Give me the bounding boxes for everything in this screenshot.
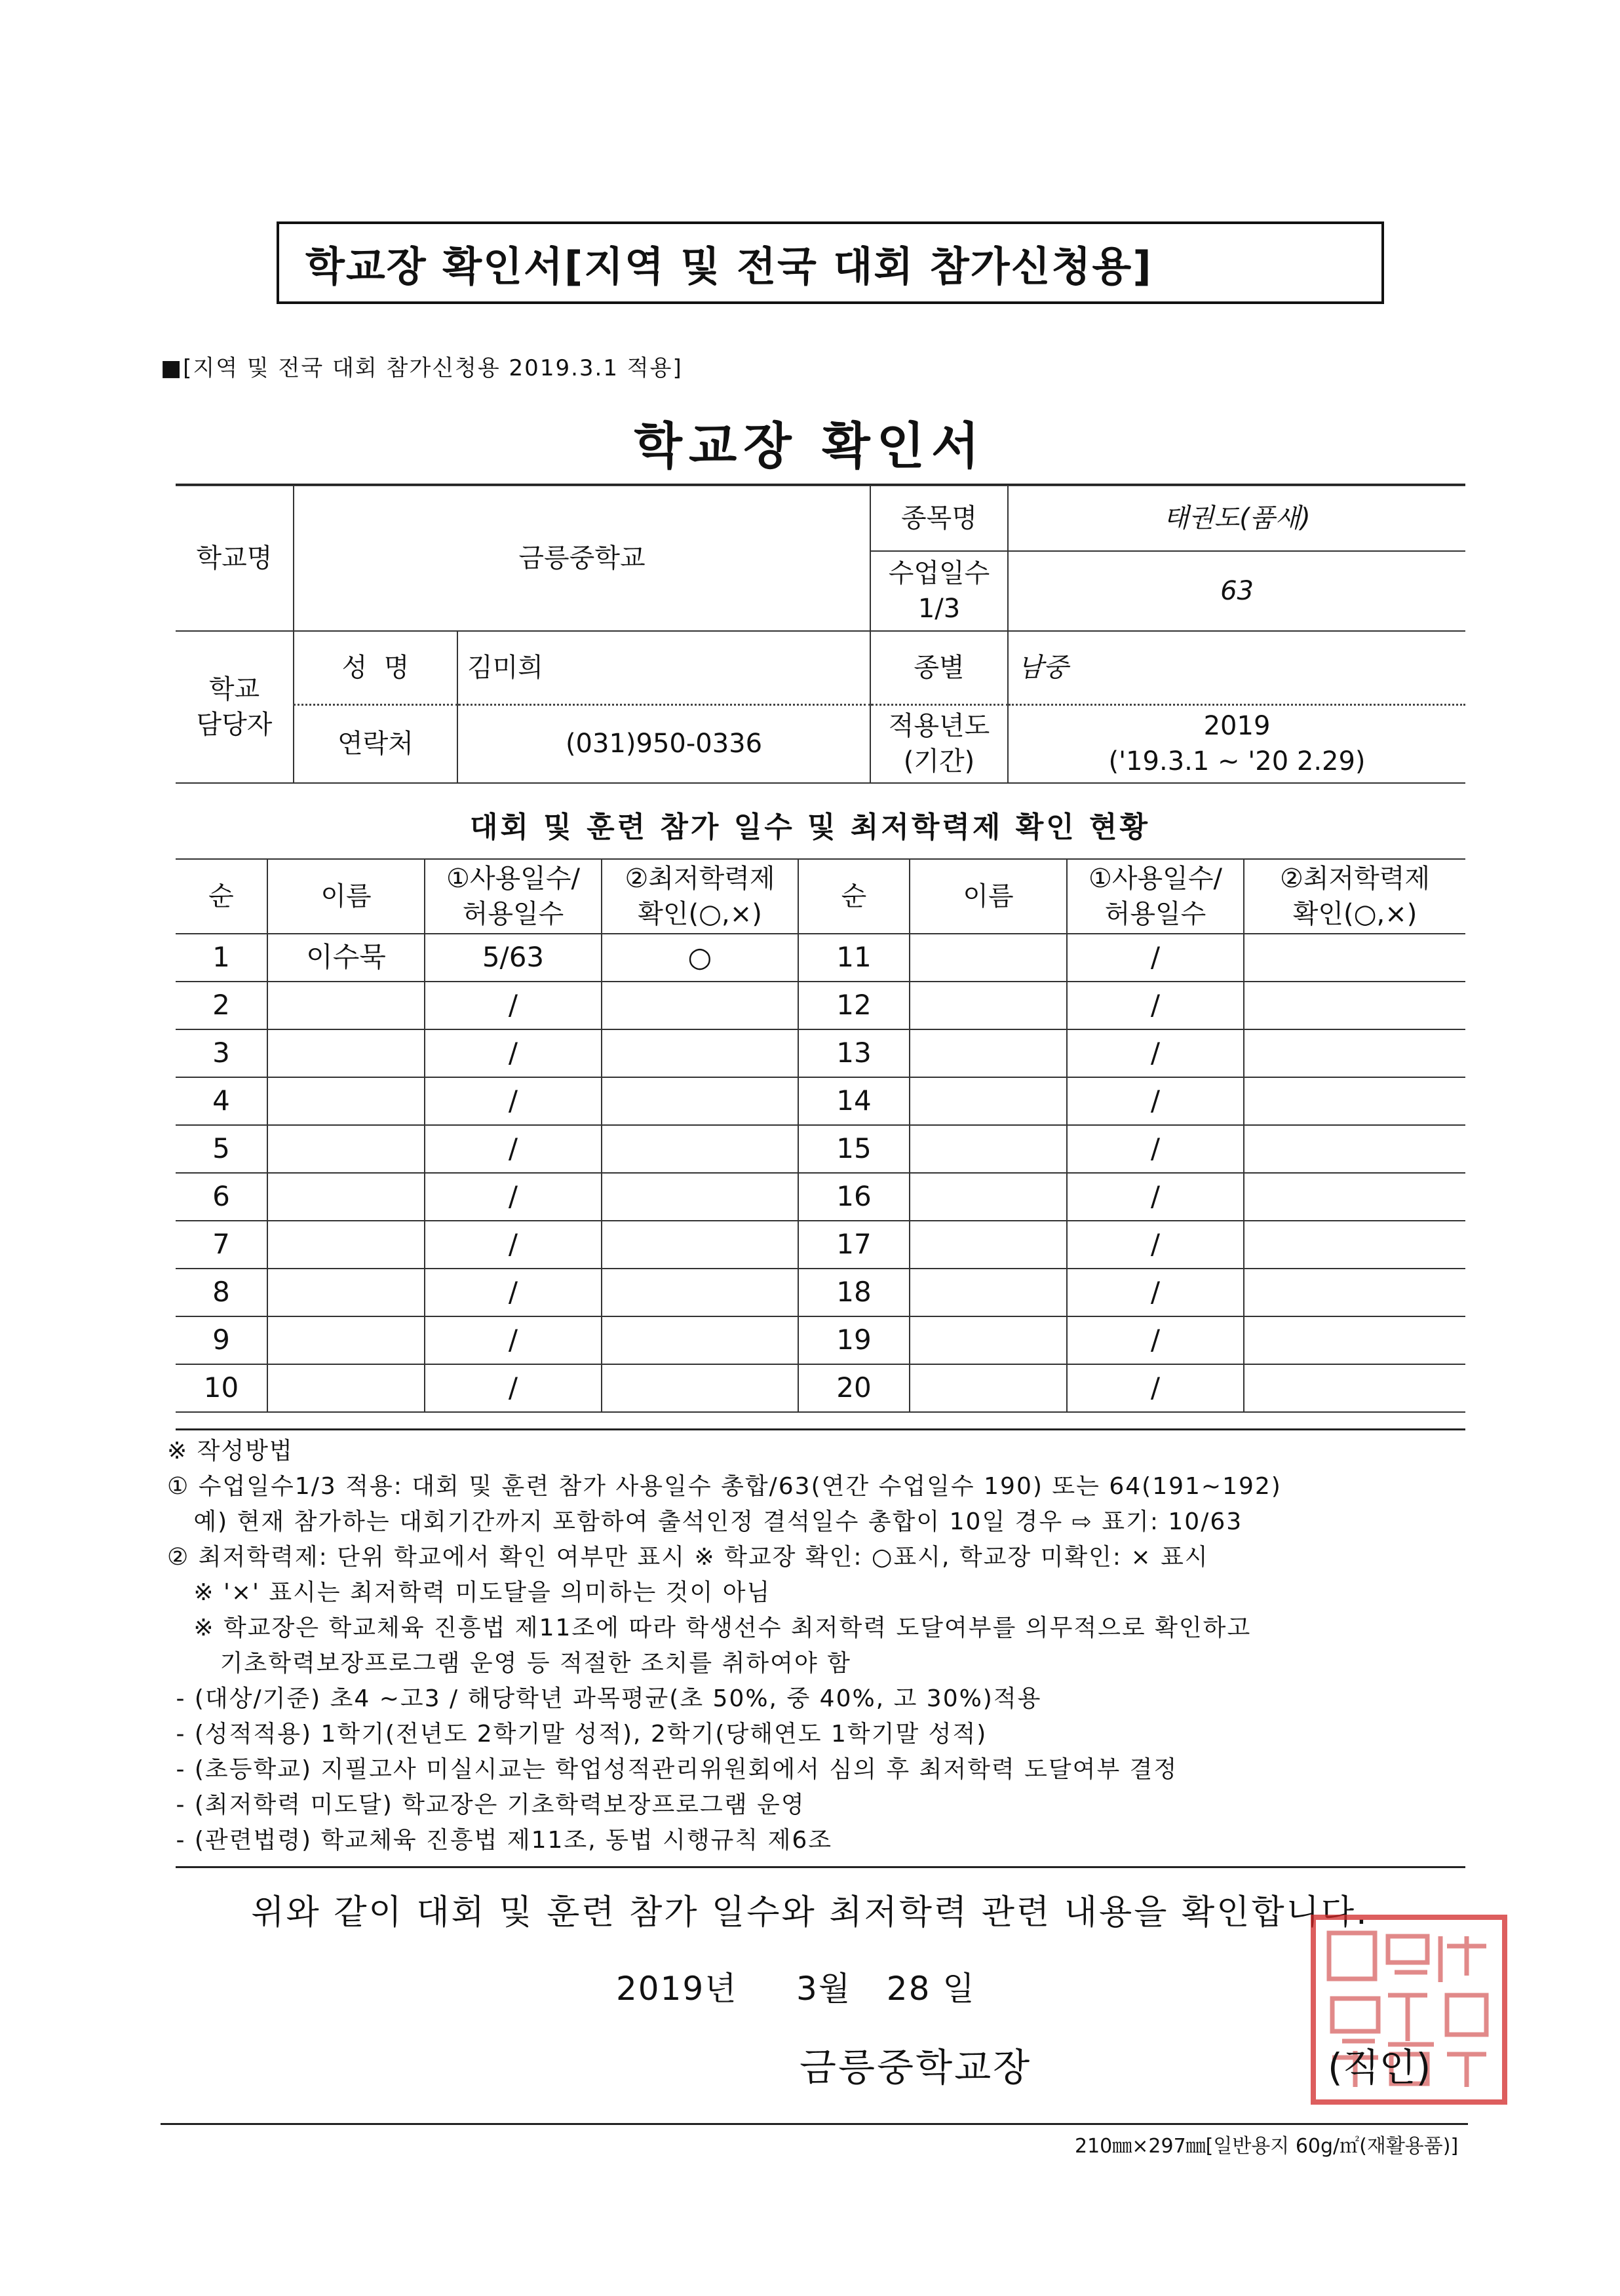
sport-value: 태권도(품새)	[1008, 486, 1465, 551]
cell-check	[602, 1269, 798, 1316]
cell-check-right	[1244, 934, 1465, 982]
contact-label-line1: 학교	[208, 674, 260, 704]
note-line: ※ '×' 표시는 최저학력 미도달을 의미하는 것이 아님	[167, 1579, 771, 1606]
cell-name	[267, 982, 425, 1029]
contact-label-line2: 담당자	[196, 710, 273, 740]
cell-days: /	[425, 1364, 602, 1412]
header-check-right	[1244, 859, 1465, 934]
year-label-line2: (기간)	[903, 746, 975, 777]
issue-date: 2019년 3월 28 일	[616, 1970, 976, 2008]
table-row	[176, 1221, 1465, 1269]
cell-no-right: 15	[798, 1125, 910, 1173]
cell-days: /	[425, 1077, 602, 1125]
table-row	[176, 934, 1465, 982]
contact-label	[176, 631, 294, 783]
cell-days-right: /	[1067, 1173, 1244, 1221]
footer-rule	[161, 2123, 1468, 2125]
cell-name-right	[910, 1364, 1067, 1412]
cell-name-right	[910, 1029, 1067, 1077]
cell-name	[267, 1269, 425, 1316]
note-line: ① 수업일수1/3 적용: 대회 및 훈련 참가 사용일수 총합/63(연간 수업일수 190) 또는 64(191~192)	[167, 1473, 1282, 1500]
cell-no-right: 17	[798, 1221, 910, 1269]
cell-check	[602, 1077, 798, 1125]
cell-days: /	[425, 1173, 602, 1221]
cell-check	[602, 1364, 798, 1412]
cell-check-right	[1244, 1173, 1465, 1221]
participation-table	[176, 858, 1465, 1413]
cell-name	[267, 1316, 425, 1364]
name-value: 김미희	[457, 631, 870, 704]
cell-days-right: /	[1067, 1221, 1244, 1269]
cell-check	[602, 1029, 798, 1077]
cell-no-right: 20	[798, 1364, 910, 1412]
table-header-row	[176, 859, 1465, 934]
note-line: ※ 작성방법	[167, 1438, 294, 1464]
cell-name-right	[910, 1316, 1067, 1364]
header-name: 이름	[267, 859, 425, 934]
cell-check-right	[1244, 982, 1465, 1029]
year-value	[1008, 704, 1465, 783]
seal-label: (직인)	[1328, 2045, 1431, 2090]
note-line: ② 최저학력제: 단위 학교에서 확인 여부만 표시 ※ 학교장 확인: ○표시, 학교장 미확인: × 표시	[167, 1544, 1209, 1571]
cell-name-right	[910, 982, 1067, 1029]
header-check-right-line1: ②최저학력제	[1279, 864, 1431, 894]
header-no-right: 순	[798, 859, 910, 934]
table-row	[176, 1316, 1465, 1364]
table-row	[176, 1125, 1465, 1173]
year-label-line1: 적용년도	[888, 711, 990, 742]
cell-no: 7	[176, 1221, 267, 1269]
cell-name	[267, 1077, 425, 1125]
header-days-right-line1: ①사용일수/	[1089, 864, 1222, 894]
note-line: - (초등학교) 지필고사 미실시교는 학업성적관리위원회에서 심의 후 최저학력 도달여부 결정	[167, 1756, 1178, 1783]
cell-name-right	[910, 1125, 1067, 1173]
cell-days-right: /	[1067, 1316, 1244, 1364]
table-row	[176, 1029, 1465, 1077]
closing-statement: 위와 같이 대회 및 훈련 참가 일수와 최저학력 관련 내용을 확인합니다.	[251, 1893, 1369, 1932]
cell-no: 6	[176, 1173, 267, 1221]
header-days-line1: ①사용일수/	[446, 864, 580, 894]
cell-check	[602, 982, 798, 1029]
cell-check: ○	[602, 934, 798, 982]
cell-no: 9	[176, 1316, 267, 1364]
year-label	[870, 704, 1008, 783]
table-row	[176, 982, 1465, 1029]
header-check	[602, 859, 798, 934]
cell-name-right	[910, 1269, 1067, 1316]
sport-label: 종목명	[870, 486, 1008, 551]
note-line: - (대상/기준) 초4 ~고3 / 해당학년 과목평균(초 50%, 중 40%, 고 30%)적용	[167, 1685, 1042, 1712]
cell-no-right: 19	[798, 1316, 910, 1364]
cell-name: 이수묵	[267, 934, 425, 982]
cell-name-right	[910, 1173, 1067, 1221]
closing-top-rule	[176, 1866, 1465, 1868]
cell-name	[267, 1364, 425, 1412]
header-note: ■[지역 및 전국 대회 참가신청용 2019.3.1 적용]	[161, 355, 683, 381]
status-title: 대회 및 훈련 참가 일수 및 최저학력제 확인 현황	[469, 811, 1151, 844]
cell-days: /	[425, 1221, 602, 1269]
header-days-right-line2: 허용일수	[1104, 899, 1206, 929]
header-check-line1: ②최저학력제	[625, 864, 775, 894]
table-row	[176, 1364, 1465, 1412]
cell-name-right	[910, 1221, 1067, 1269]
cell-no: 1	[176, 934, 267, 982]
cell-no: 3	[176, 1029, 267, 1077]
cell-check-right	[1244, 1029, 1465, 1077]
paper-spec: 210㎜×297㎜[일반용지 60g/㎡(재활용품)]	[1075, 2135, 1459, 2158]
classdays-label-line2: 1/3	[917, 594, 961, 624]
header-check-right-line2: 확인(○,×)	[1292, 899, 1418, 929]
cell-days-right: /	[1067, 1029, 1244, 1077]
principal-name: 금릉중학교장	[800, 2045, 1032, 2090]
cell-name	[267, 1125, 425, 1173]
note-line: ※ 학교장은 학교체육 진흥법 제11조에 따라 학생선수 최저학력 도달여부를 의무적으로 확인하고	[167, 1615, 1252, 1641]
banner-title: 학교장 확인서[지역 및 전국 대회 참가신청용]	[277, 221, 1384, 304]
cell-check-right	[1244, 1316, 1465, 1364]
cell-check	[602, 1316, 798, 1364]
cell-no-right: 11	[798, 934, 910, 982]
table-row	[176, 1173, 1465, 1221]
cell-no-right: 12	[798, 982, 910, 1029]
note-line: - (관련법령) 학교체육 진흥법 제11조, 동법 시행규칙 제6조	[167, 1827, 833, 1854]
header-no: 순	[176, 859, 267, 934]
cell-days: /	[425, 1269, 602, 1316]
cell-check	[602, 1173, 798, 1221]
phone-value: (031)950-0336	[457, 704, 870, 783]
cell-days-right: /	[1067, 934, 1244, 982]
note-line: - (최저학력 미도달) 학교장은 기초학력보장프로그램 운영	[167, 1791, 805, 1818]
cell-no-right: 14	[798, 1077, 910, 1125]
year-value-line1: 2019	[1203, 711, 1271, 742]
cell-days: /	[425, 1029, 602, 1077]
cell-check-right	[1244, 1125, 1465, 1173]
notes-top-rule	[176, 1428, 1465, 1430]
cell-no: 4	[176, 1077, 267, 1125]
cell-no-right: 16	[798, 1173, 910, 1221]
header-name-right: 이름	[910, 859, 1067, 934]
year-value-line2: ('19.3.1 ~ '20 2.29)	[1108, 746, 1366, 777]
cell-days-right: /	[1067, 1269, 1244, 1316]
cell-name-right	[910, 934, 1067, 982]
cell-days: 5/63	[425, 934, 602, 982]
cell-no: 8	[176, 1269, 267, 1316]
cell-check-right	[1244, 1269, 1465, 1316]
cell-name	[267, 1221, 425, 1269]
header-check-line2: 확인(○,×)	[638, 899, 762, 929]
cell-days-right: /	[1067, 1364, 1244, 1412]
table-row	[176, 1269, 1465, 1316]
document-title: 학교장 확인서	[634, 417, 986, 475]
classdays-value: 63	[1008, 551, 1465, 631]
phone-label: 연락처	[294, 704, 457, 783]
cell-days: /	[425, 1125, 602, 1173]
info-table	[176, 485, 1465, 784]
header-days-line2: 허용일수	[462, 899, 564, 929]
cell-check	[602, 1125, 798, 1173]
gender-value: 남중	[1008, 631, 1465, 704]
cell-no-right: 18	[798, 1269, 910, 1316]
cell-name	[267, 1173, 425, 1221]
school-label: 학교명	[176, 486, 294, 631]
name-label: 성 명	[294, 631, 457, 704]
cell-no: 2	[176, 982, 267, 1029]
header-days-right	[1067, 859, 1244, 934]
cell-check-right	[1244, 1364, 1465, 1412]
cell-days-right: /	[1067, 982, 1244, 1029]
classdays-label-line1: 수업일수	[888, 558, 990, 588]
cell-days-right: /	[1067, 1077, 1244, 1125]
cell-name-right	[910, 1077, 1067, 1125]
cell-no: 10	[176, 1364, 267, 1412]
cell-check-right	[1244, 1221, 1465, 1269]
cell-days-right: /	[1067, 1125, 1244, 1173]
cell-days: /	[425, 982, 602, 1029]
cell-check	[602, 1221, 798, 1269]
header-days	[425, 859, 602, 934]
gender-label: 종별	[870, 631, 1008, 704]
cell-no: 5	[176, 1125, 267, 1173]
classdays-label	[870, 551, 1008, 631]
note-line: 기초학력보장프로그램 운영 등 적절한 조치를 취하여야 함	[167, 1650, 851, 1677]
cell-check-right	[1244, 1077, 1465, 1125]
note-line: - (성적적용) 1학기(전년도 2학기말 성적), 2학기(당해연도 1학기말 성적)	[167, 1721, 988, 1748]
cell-name	[267, 1029, 425, 1077]
cell-days: /	[425, 1316, 602, 1364]
school-value: 금릉중학교	[294, 486, 870, 631]
table-row	[176, 1077, 1465, 1125]
note-line: 예) 현재 참가하는 대회기간까지 포함하여 출석인정 결석일수 총합이 10일 경우 ⇨ 표기: 10/63	[167, 1508, 1243, 1535]
cell-no-right: 13	[798, 1029, 910, 1077]
table-body	[176, 934, 1465, 1412]
